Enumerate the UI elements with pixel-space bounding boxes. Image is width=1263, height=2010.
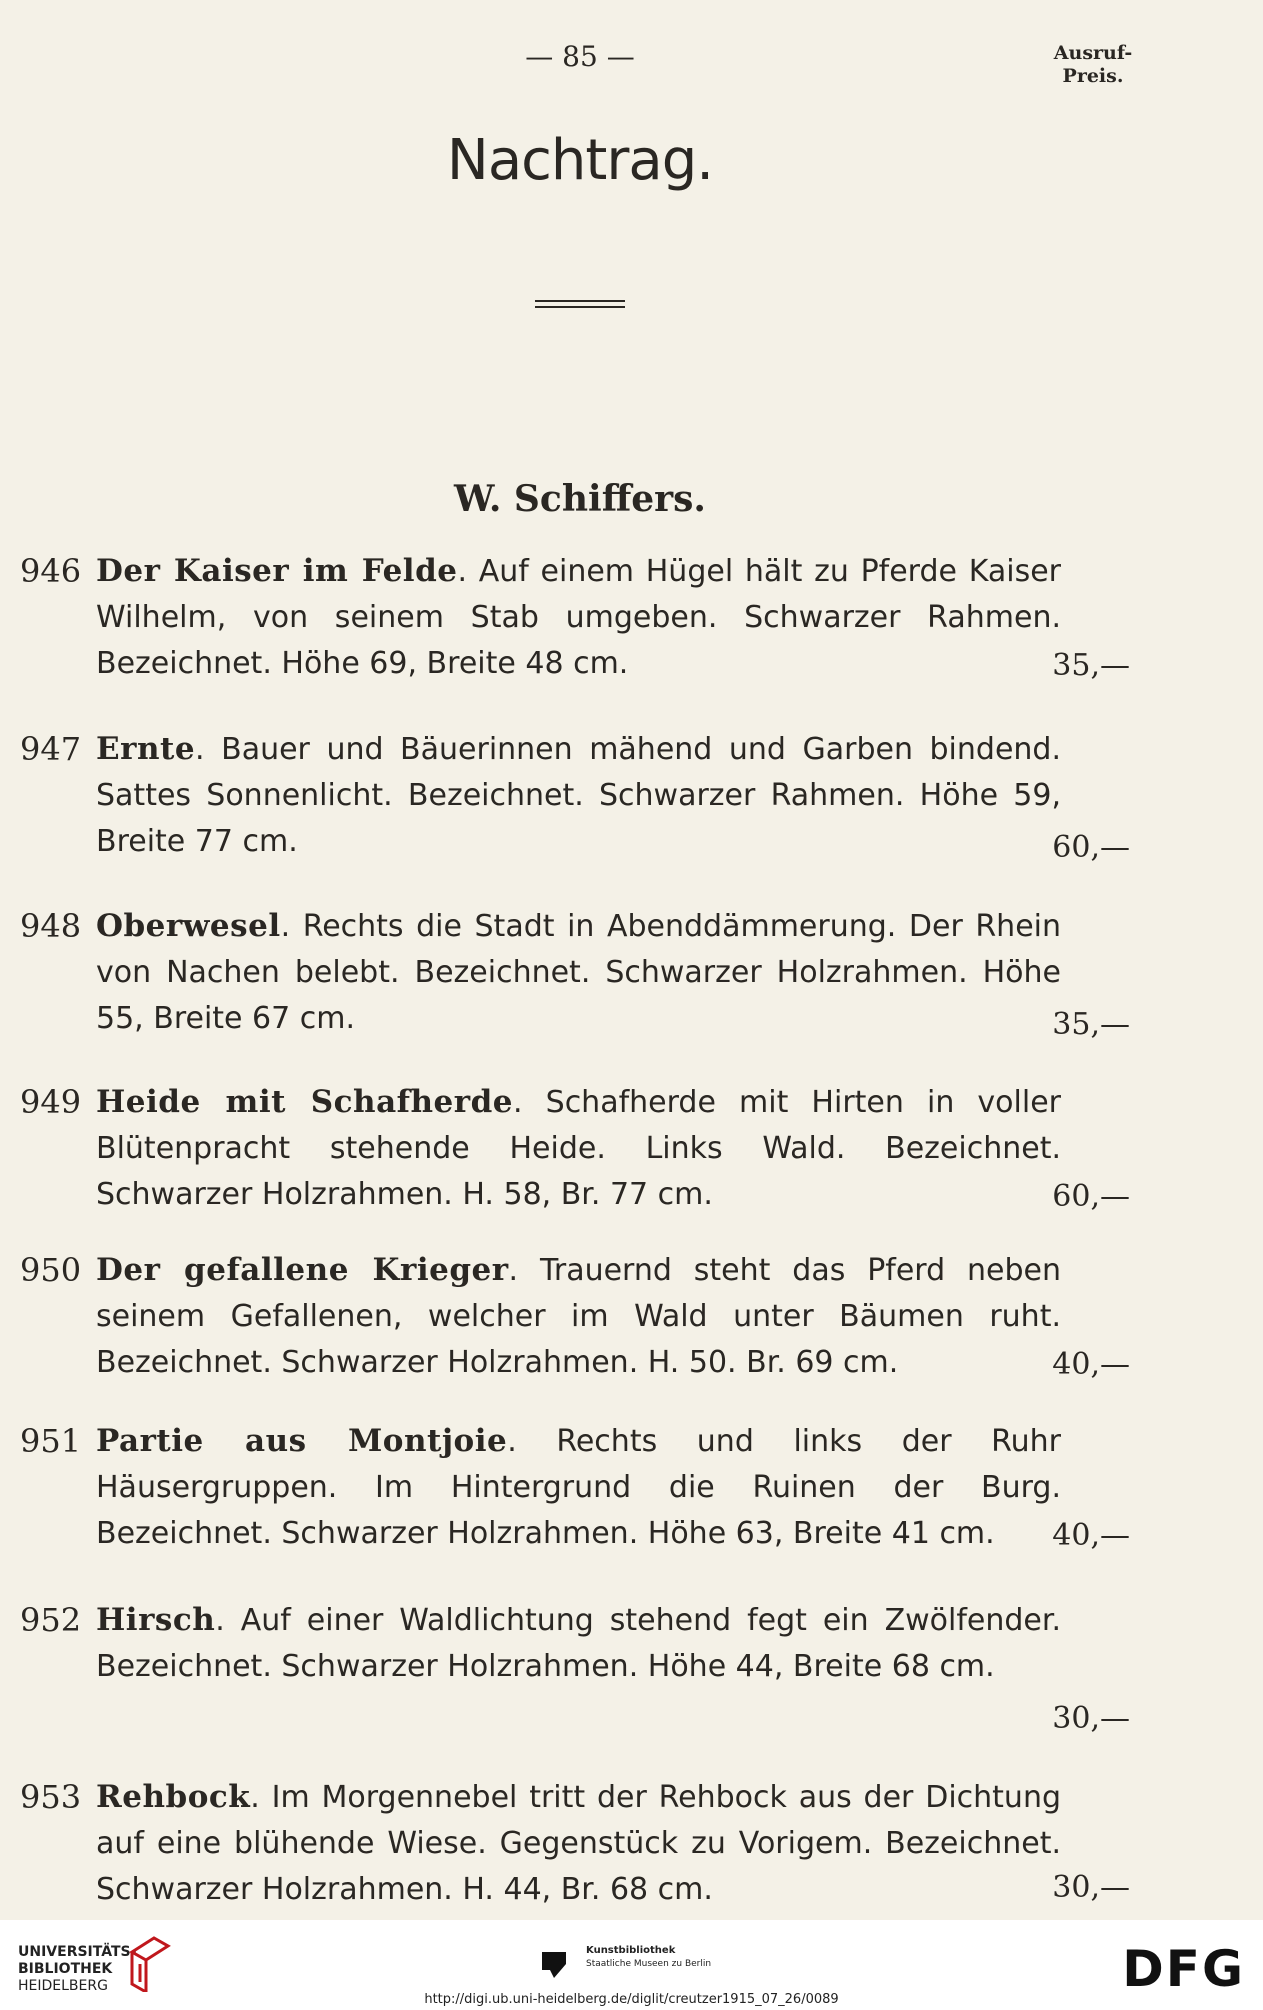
ub-name-line3: HEIDELBERG — [18, 1978, 108, 1994]
lot-title: Oberwesel — [96, 908, 281, 944]
page-title: Nachtrag. — [446, 128, 714, 193]
lot-description — [96, 548, 1061, 687]
lot-title: Partie aus Montjoie — [96, 1423, 508, 1459]
lot-title: Der gefallene Krieger — [96, 1252, 509, 1288]
dfg-logo: DFG — [1122, 1940, 1245, 1998]
lot-price: 40,— — [1052, 1518, 1130, 1553]
lot-number: 951 — [20, 1422, 82, 1460]
column-header-line1: Ausruf- — [1053, 42, 1133, 64]
lot-number: 952 — [20, 1601, 82, 1639]
lot-description — [96, 1079, 1061, 1218]
kb-name-line1: Kunstbibliothek — [586, 1945, 676, 1956]
lot-price: 60,— — [1052, 830, 1130, 865]
kunstbibliothek-name — [586, 1944, 711, 1971]
kb-name-line2: Staatliche Museen zu Berlin — [586, 1959, 712, 1969]
lot-price: 35,— — [1052, 1007, 1130, 1042]
lot-price: 30,— — [1052, 1701, 1130, 1736]
digitization-footer — [0, 1920, 1263, 2010]
lot-number: 950 — [20, 1251, 82, 1289]
ub-name-line2: BIBLIOTHEK — [18, 1961, 113, 1977]
lot-text: . Rechts die Stadt in Abenddämmerung. Der Rhein von Nachen belebt. Bezeichnet. Schwarzer Holzrahmen. Höhe 55, Breite 67 cm. — [96, 909, 1061, 1036]
ub-heidelberg-logo-icon — [128, 1934, 172, 1992]
ub-name-line1: UNIVERSITÄTS- — [18, 1944, 137, 1960]
lot-number: 946 — [20, 552, 82, 590]
ub-heidelberg-name — [18, 1944, 136, 1995]
lot-title: Ernte — [96, 731, 196, 767]
kunstbibliothek-logo-icon — [540, 1950, 568, 1980]
lot-text: . Trauernd steht das Pferd neben seinem Gefallenen, welcher im Wald unter Bäumen ruht. Bezeichnet. Schwarzer Holzrahmen. H. 50. Br. 69 cm. — [96, 1253, 1061, 1380]
lot-price: 30,— — [1052, 1870, 1130, 1905]
lot-description — [96, 1597, 1061, 1690]
lot-number: 949 — [20, 1083, 82, 1121]
lot-text: . Schafherde mit Hirten in voller Blütenpracht stehende Heide. Links Wald. Bezeichnet. Schwarzer Holzrahmen. H. 58, Br. 77 cm. — [96, 1085, 1061, 1212]
lot-price: 60,— — [1052, 1179, 1130, 1214]
column-header — [1043, 42, 1143, 88]
section-heading: W. Schiffers. — [454, 478, 706, 520]
lot-title: Der Kaiser im Felde — [96, 553, 458, 589]
lot-description — [96, 1418, 1061, 1557]
lot-title: Hirsch — [96, 1602, 216, 1638]
lot-text: . Im Morgennebel tritt der Rehbock aus der Dichtung auf eine blühende Wiese. Gegenstück zu Vorigem. Bezeichnet. Schwarzer Holzrahmen. H. 44, Br. 68 cm. — [96, 1780, 1061, 1907]
source-url[interactable]: http://digi.ub.uni-heidelberg.de/diglit/creutzer1915_07_26/0089 — [424, 1992, 839, 2007]
divider-rule-top — [535, 300, 625, 302]
lot-description — [96, 1247, 1061, 1386]
lot-price: 35,— — [1052, 648, 1130, 683]
lot-text: . Auf einem Hügel hält zu Pferde Kaiser Wilhelm, von seinem Stab umgeben. Schwarzer Rahmen. Bezeichnet. Höhe 69, Breite 48 cm. — [96, 554, 1061, 681]
lot-text: . Rechts und links der Ruhr Häusergruppen. Im Hintergrund die Ruinen der Burg. Bezeichnet. Schwarzer Holzrahmen. Höhe 63, Breite 41 cm. — [96, 1424, 1062, 1551]
lot-number: 948 — [20, 907, 82, 945]
lot-number: 947 — [20, 730, 82, 768]
lot-description — [96, 726, 1061, 865]
lot-price: 40,— — [1052, 1347, 1130, 1382]
lot-description — [96, 1774, 1061, 1913]
page-number: — 85 — — [525, 40, 635, 73]
lot-number: 953 — [20, 1778, 82, 1816]
lot-text: . Bauer und Bäuerinnen mähend und Garben bindend. Sattes Sonnenlicht. Bezeichnet. Schwarzer Rahmen. Höhe 59, Breite 77 cm. — [96, 732, 1061, 859]
lot-title: Heide mit Schafherde — [96, 1084, 514, 1120]
divider-rule-bottom — [535, 306, 625, 308]
lot-text: . Auf einer Waldlichtung stehend fegt ein Zwölfender. Bezeichnet. Schwarzer Holzrahmen. Höhe 44, Breite 68 cm. — [96, 1603, 1061, 1684]
lot-description — [96, 903, 1061, 1042]
column-header-line2: Preis. — [1062, 65, 1124, 87]
lot-title: Rehbock — [96, 1779, 251, 1815]
